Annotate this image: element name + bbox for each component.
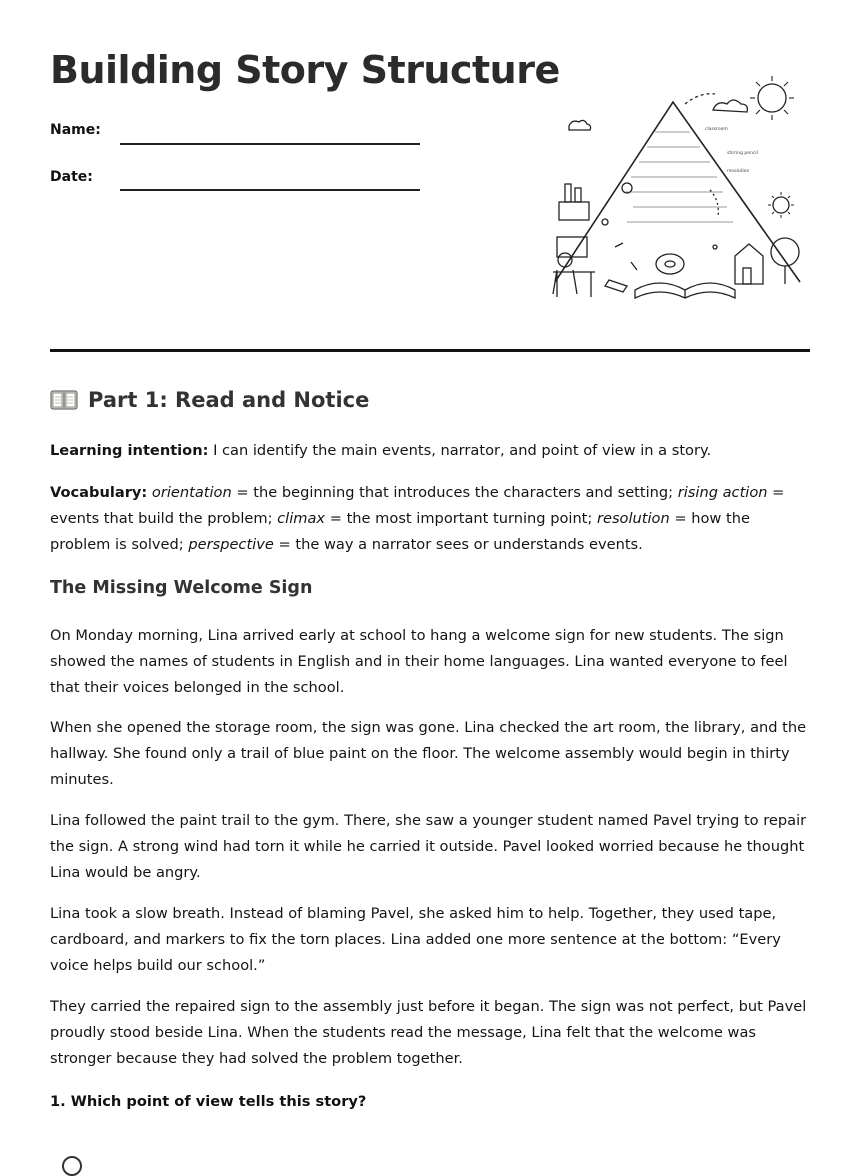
vocabulary	[50, 480, 810, 557]
learning-intention-label: Learning intention:	[50, 442, 209, 459]
learning-intention-text: I can identify the main events, narrator, and point of view in a story.	[208, 442, 712, 459]
story-paragraph: They carried the repaired sign to the assembly just before it began. The sign was not perfect, but Pavel proudly stood beside Lina. When the students read the message, Lina felt that the welcome was stronger because they had solved the problem together.	[50, 998, 807, 1067]
story-paragraph: Lina followed the paint trail to the gym. There, she saw a younger student named Pavel trying to repair the sign. A strong wind had torn it while he carried it outside. Pavel looked worried because he thought Lina would be angry.	[50, 812, 807, 881]
illustration-label-2: resolution	[727, 169, 750, 174]
story-mountain-illustration	[535, 72, 810, 312]
answer-radio[interactable]	[62, 1156, 82, 1176]
story-title: The Missing Welcome Sign	[50, 578, 313, 598]
vocab-definition: = the way a narrator sees or understands events.	[273, 535, 643, 553]
worksheet-title: Building Story Structure	[50, 48, 560, 92]
header-divider	[50, 349, 810, 352]
vocabulary-label: Vocabulary:	[50, 484, 148, 501]
date-label: Date:	[50, 169, 93, 185]
vocab-term: perspective	[188, 535, 274, 553]
vocab-definition: = how the problem is solved;	[50, 509, 750, 553]
illustration-label-1: stirring pencil	[727, 151, 758, 156]
part1-heading-text: Part 1: Read and Notice	[88, 388, 370, 412]
story-paragraph: Lina took a slow breath. Instead of blaming Pavel, she asked him to help. Together, they used tape, cardboard, and markers to fix the torn places. Lina added one more sentence at the bottom: “Every voice helps build our school.”	[50, 905, 781, 974]
vocab-term: resolution	[596, 509, 670, 527]
vocab-term: climax	[277, 509, 326, 527]
part1-heading	[50, 388, 369, 412]
name-field[interactable]	[120, 143, 420, 145]
vocab-term: rising action	[677, 484, 768, 501]
story-paragraph: When she opened the storage room, the sign was gone. Lina checked the art room, the library, and the hallway. She found only a trail of blue paint on the floor. The welcome assembly would begin in thirty minutes.	[50, 719, 807, 788]
learning-intention	[50, 438, 810, 464]
vocab-definition: = the most important turning point;	[325, 509, 597, 527]
question-1: 1. Which point of view tells this story?	[50, 1093, 367, 1110]
vocab-definition: = the beginning that introduces the characters and setting;	[231, 484, 678, 501]
open-book-icon	[50, 389, 78, 411]
vocab-definition: = events that build the problem;	[50, 484, 785, 527]
date-field[interactable]	[120, 189, 420, 191]
illustration-label-0: classroom	[705, 127, 728, 132]
name-label: Name:	[50, 122, 101, 138]
vocab-term: orientation	[151, 484, 232, 501]
story-paragraph: On Monday morning, Lina arrived early at school to hang a welcome sign for new students. The sign showed the names of students in English and in their home languages. Lina wanted everyone to feel that their voices belonged in the school.	[50, 627, 788, 696]
